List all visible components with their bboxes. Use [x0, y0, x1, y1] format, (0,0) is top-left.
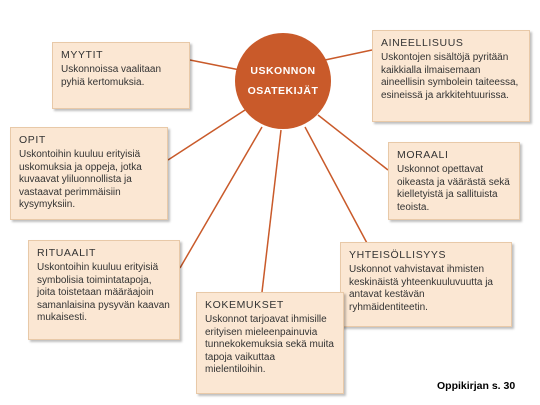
box-aineellisuus	[372, 30, 530, 122]
center-circle	[235, 33, 331, 129]
box-rituaalit	[28, 240, 180, 340]
box-kokemukset	[196, 292, 344, 394]
box-title: MORAALI	[397, 149, 449, 161]
connector-kokemukset	[262, 130, 281, 292]
box-text: Uskonnot vahvistavat ihmisten keskinäistä yhteenkuuluvuutta ja antavat kestävän ryhmäidentiteetin.	[349, 264, 493, 313]
box-title: YHTEISÖLLISYYS	[349, 249, 447, 261]
page-reference: Oppikirjan s. 30	[437, 380, 516, 392]
center-label-line1: USKONNON	[250, 65, 316, 77]
connector-opit	[168, 110, 245, 160]
connector-moraali	[318, 115, 388, 170]
box-myytit	[52, 42, 190, 109]
connector-myytit	[190, 60, 240, 70]
box-text: Uskontoihin kuuluu erityisiä symbolisia toimintatapoja, joita toistetaan määräajoin samanlaisina pysyvän kaavan mukaisesti.	[37, 262, 170, 324]
box-text: Uskonnot opettavat oikeasta ja väärästä sekä kielletyistä ja sallituista teoista.	[397, 164, 510, 213]
connector-yhteisollisyys	[305, 127, 368, 245]
box-title: AINEELLISUUS	[381, 37, 464, 49]
connector-rituaalit	[180, 127, 262, 268]
box-yhteisollisyys	[340, 242, 512, 327]
center-label-line2: OSATEKIJÄT	[247, 85, 319, 97]
box-title: MYYTIT	[61, 49, 104, 61]
box-opit	[10, 127, 168, 220]
box-text: Uskonnot tarjoavat ihmisille erityisen mieleenpainuvia tunnekokemuksia sekä muita tapoja vaikuttaa mielentiloihin.	[205, 314, 334, 376]
box-text: Uskonnoissa vaalitaan pyhiä kertomuksia.	[61, 64, 162, 88]
box-title: OPIT	[19, 134, 46, 146]
box-text: Uskontojen sisältöjä pyritään kaikkialla ilmaisemaan aineellisin symbolein taiteessa, esineissä ja arkkitehtuurissa.	[381, 52, 519, 101]
box-title: KOKEMUKSET	[205, 299, 284, 311]
box-moraali	[388, 142, 520, 220]
box-text: Uskontoihin kuuluu erityisiä uskomuksia ja oppeja, jotka kuvaavat yliluonnollista ja vastaavat perimmäisiin kysymyksiin.	[19, 149, 142, 211]
box-title: RITUAALIT	[37, 247, 97, 259]
connector-aineellisuus	[325, 50, 372, 60]
